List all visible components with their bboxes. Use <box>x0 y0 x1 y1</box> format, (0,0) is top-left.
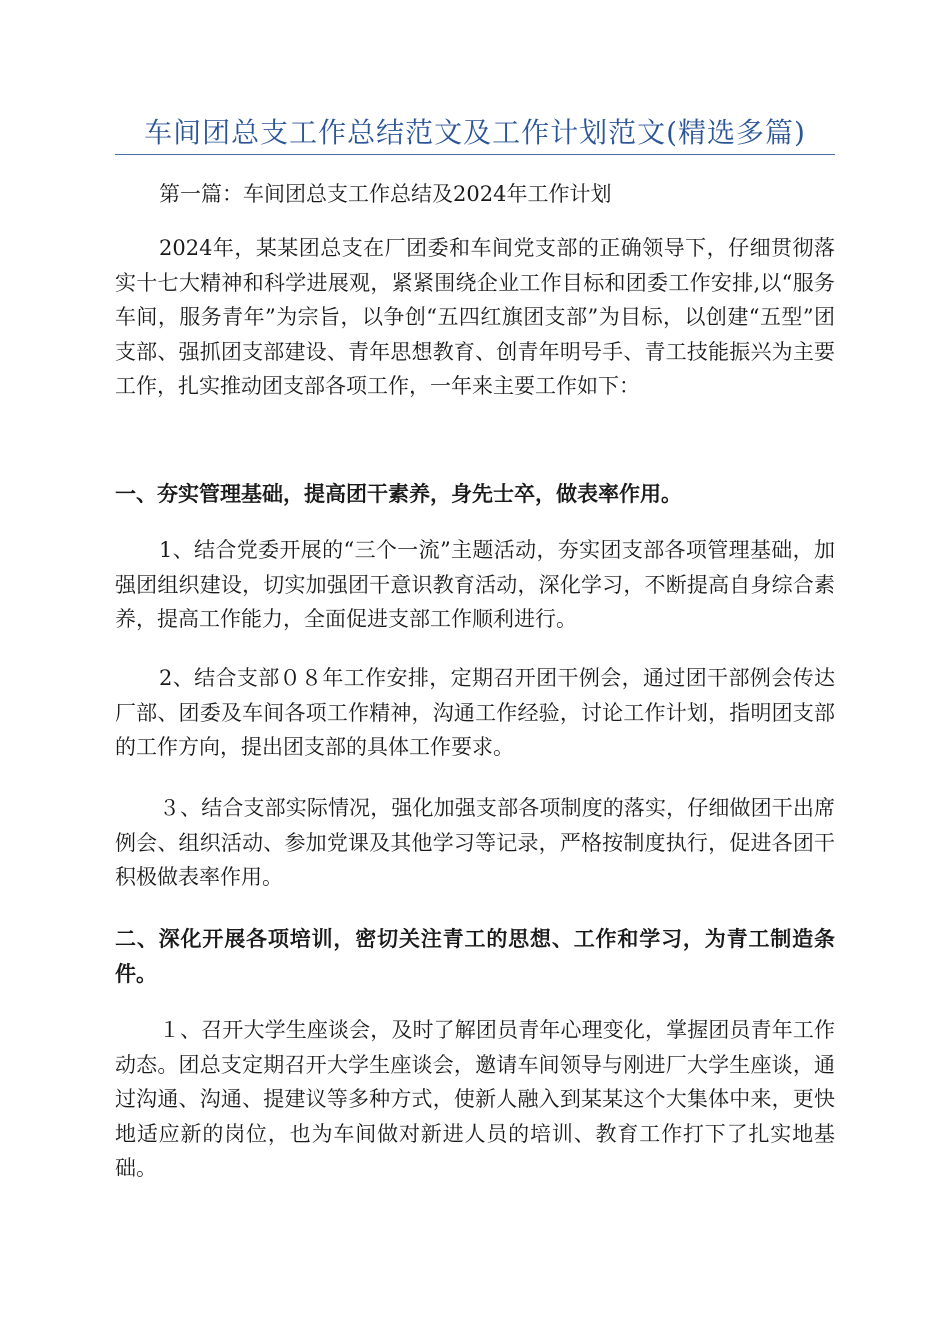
section-heading-1: 一、夯实管理基础，提高团干素养，身先士卒，做表率作用。 <box>115 482 682 506</box>
section-1-item-2: 2、结合支部０８年工作安排，定期召开团干例会，通过团干部例会传达厂部、团委及车间各项工作精神，沟通工作经验，讨论工作计划，指明团支部的工作方向，提出团支部的具体工作要求。 <box>115 666 835 759</box>
section-1-item-3: ３、结合支部实际情况，强化加强支部各项制度的落实，仔细做团干出席例会、组织活动、参加党课及其他学习等记录，严格按制度执行，促进各团干积极做表率作用。 <box>115 796 835 889</box>
intro-paragraph: 2024年，某某团总支在厂团委和车间党支部的正确领导下，仔细贯彻落实十七大精神和科学进展观，紧紧围绕企业工作目标和团委工作安排,以“服务车间，服务青年”为宗旨，以争创“五四红旗团支部”为目标，以创建“五型”团支部、强抓团支部建设、青年思想教育、创青年明号手、青工技能振兴为主要工作，扎实推动团支部各项工作，一年来主要工作如下： <box>115 236 835 398</box>
document-title: 车间团总支工作总结范文及工作计划范文(精选多篇) <box>144 116 806 149</box>
section-2-item-1: １、召开大学生座谈会，及时了解团员青年心理变化，掌握团员青年工作动态。团总支定期召开大学生座谈会，邀请车间领导与刚进厂大学生座谈，通过沟通、沟通、提建议等多种方式，使新人融入到某某这个大集体中来，更快地适应新的岗位，也为车间做对新进人员的培训、教育工作打下了扎实地基础。 <box>115 1018 835 1180</box>
section-1-item-1: 1、结合党委开展的“三个一流”主题活动，夯实团支部各项管理基础，加强团组织建设，切实加强团干意识教育活动，深化学习，不断提高自身综合素养，提高工作能力，全面促进支部工作顺利进行。 <box>115 538 835 631</box>
section-heading-2: 二、深化开展各项培训，密切关注青工的思想、工作和学习，为青工制造条件。 <box>115 927 835 986</box>
chapter-subtitle: 第一篇：车间团总支工作总结及2024年工作计划 <box>159 182 612 206</box>
title-underline <box>115 154 835 155</box>
